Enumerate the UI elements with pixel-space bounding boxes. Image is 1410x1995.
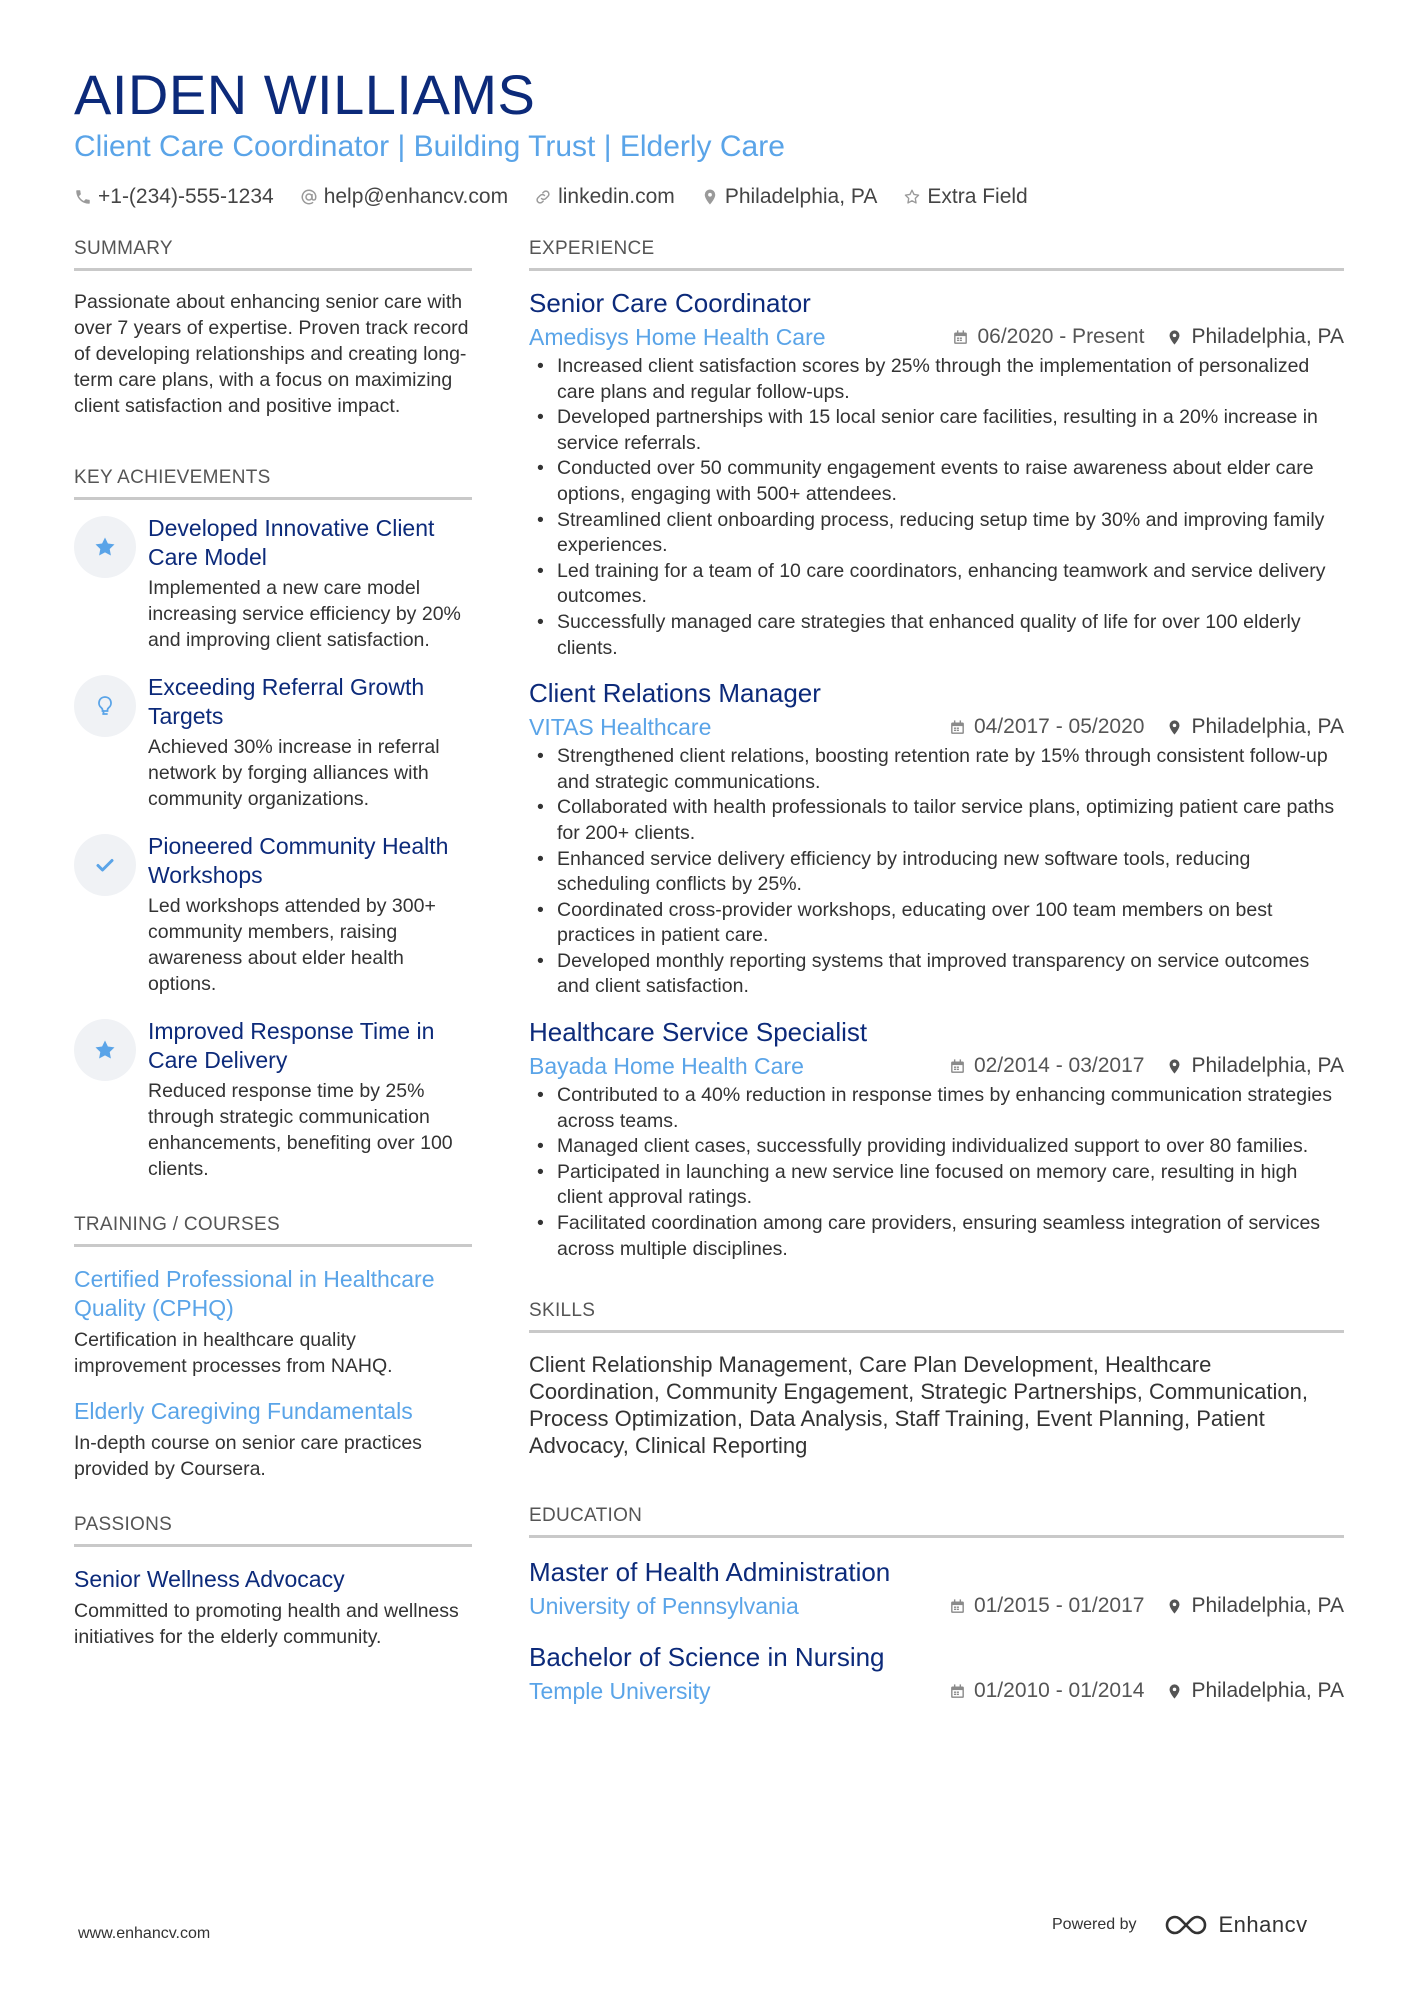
achievements-heading: KEY ACHIEVEMENTS [74,465,472,500]
education-date-text: 01/2010 - 01/2014 [973,1679,1145,1703]
education-location [1166,1594,1344,1618]
right-column [529,236,1344,1722]
education-details [927,1679,1344,1703]
job-company: VITAS Healthcare [529,713,712,740]
education-details [927,1594,1344,1618]
star-icon [93,1038,117,1062]
education-section [529,1503,1344,1706]
job-bullet: • Developed monthly reporting systems that improved transparency on service outcomes and client satisfaction. [529,949,1344,1000]
enhancv-logo-icon [1163,1912,1209,1938]
job-bullets [529,744,1344,1000]
job-entry [529,287,1344,661]
star-icon [93,535,117,559]
job-bullet: • Coordinated cross-provider workshops, educating over 100 team members on best practices in patient care. [529,898,1344,949]
education-degree: Master of Health Administration [529,1557,891,1588]
job-location-text: Philadelphia, PA [1191,325,1344,348]
calendar-icon [949,1058,966,1075]
summary-text: Passionate about enhancing senior care with over 7 years of expertise. Proven track record of developing relationships and creating long-term care plans, with a focus on maximizing client satisfaction and positive impact. [74,291,469,417]
education-date-text: 01/2015 - 01/2017 [973,1594,1145,1618]
powered-by-text: Powered by [1052,1916,1137,1933]
job-date-text: 04/2017 - 05/2020 [973,715,1145,739]
job-bullet: • Enhanced service delivery efficiency by introducing new software tools, reducing scheduling conflicts by 25%. [529,847,1344,898]
achievement-title: Improved Response Time in Care Delivery [148,1018,435,1073]
passions-section [74,1512,472,1650]
course-title: Elderly Caregiving Fundamentals [74,1398,413,1424]
achievement-title: Developed Innovative Client Care Model [148,515,435,570]
contact-bar [74,182,1344,212]
achievement-desc: Reduced response time by 25% through strategic communication enhancements, benefiting over 100 clients. [148,1080,453,1180]
education-meta [529,1591,1344,1621]
location-text: Philadelphia, PA [724,185,878,208]
at-icon [300,188,318,206]
passions-heading: PASSIONS [74,1512,472,1547]
location-pin-icon [1166,1598,1183,1615]
achievement-title: Pioneered Community Health Workshops [148,833,449,888]
phone-icon [74,188,92,206]
education-dates [949,1594,1144,1618]
calendar-icon [949,719,966,736]
course-item [74,1397,472,1482]
job-location [1166,715,1344,739]
job-bullet: • Conducted over 50 community engagement events to raise awareness about elder care options, engaging with 500+ attendees. [529,456,1344,507]
extra-text: Extra Field [927,185,1028,208]
contact-linkedin[interactable] [534,185,675,209]
contact-email[interactable] [300,185,508,209]
job-role: Client Relations Manager [529,678,821,709]
link-icon [534,188,552,206]
job-bullet: • Developed partnerships with 15 local senior care facilities, resulting in a 20% increase in service referrals. [529,405,1344,456]
achievement-desc: Led workshops attended by 300+ community members, raising awareness about elder health options. [148,895,436,995]
contact-extra [903,185,1027,209]
experience-heading: EXPERIENCE [529,236,1344,271]
job-meta [529,712,1344,742]
skills-section [529,1298,1344,1459]
location-pin-icon [701,188,719,206]
job-details [927,1054,1344,1078]
passion-title: Senior Wellness Advocacy [74,1566,345,1592]
achievement-body [148,832,472,997]
job-details [930,325,1344,349]
course-desc: Certification in healthcare quality improvement processes from NAHQ. [74,1329,393,1377]
location-pin-icon [1166,329,1183,346]
checkmark-icon [93,853,117,877]
achievements-section [74,465,472,1182]
job-company: Amedisys Home Health Care [529,323,826,350]
education-entry [529,1641,1344,1706]
job-entry [529,677,1344,1000]
skills-heading: SKILLS [529,1298,1344,1333]
education-meta [529,1676,1344,1706]
job-bullet: • Successfully managed care strategies that enhanced quality of life for over 100 elderly clients. [529,610,1344,661]
job-bullets [529,354,1344,661]
course-desc: In-depth course on senior care practices provided by Coursera. [74,1432,422,1480]
job-bullet: • Led training for a team of 10 care coordinators, enhancing teamwork and service delivery outcomes. [529,559,1344,610]
contact-location [701,185,878,209]
training-section [74,1212,472,1482]
job-bullets [529,1083,1344,1262]
job-location [1166,325,1344,349]
experience-section [529,236,1344,1262]
brand-name: Enhancv [1218,1912,1308,1937]
footer-branding [1052,1912,1308,1938]
achievement-item [74,1017,472,1182]
job-bullet: • Managed client cases, successfully providing individualized support to over 80 families. [529,1134,1344,1160]
phone-text: +1-(234)-555-1234 [98,185,274,208]
job-meta [529,322,1344,352]
achievement-icon-wrap [74,516,136,578]
job-bullet: • Increased client satisfaction scores by 25% through the implementation of personalized care plans and regular follow-ups. [529,354,1344,405]
job-date-text: 02/2014 - 03/2017 [973,1054,1145,1078]
job-bullet: • Collaborated with health professionals to tailor service plans, optimizing patient care paths for 200+ clients. [529,795,1344,846]
achievement-body [148,514,472,653]
brand-logo[interactable] [1163,1912,1308,1938]
job-dates [952,325,1144,349]
job-bullet: • Streamlined client onboarding process, reducing setup time by 30% and improving family experiences. [529,508,1344,559]
footer-website[interactable]: www.enhancv.com [78,1925,211,1942]
candidate-name: AIDEN WILLIAMS [74,63,536,126]
passion-desc: Committed to promoting health and wellness initiatives for the elderly community. [74,1600,459,1648]
star-outline-icon [903,188,921,206]
location-pin-icon [1166,719,1183,736]
education-entry [529,1556,1344,1621]
education-location-text: Philadelphia, PA [1191,1594,1344,1618]
job-location [1166,1054,1344,1078]
skills-text: Client Relationship Management, Care Plan Development, Healthcare Coordination, Community Engagement, Strategic Partnerships, Communication, Process Optimization, Data Analysis, Staff Training, Event Planning, Patient Advocacy, Clinical Reporting [529,1352,1308,1459]
contact-phone [74,185,274,209]
education-school: Temple University [529,1677,711,1704]
job-details [927,715,1344,739]
candidate-title: Client Care Coordinator | Building Trust | Elderly Care [74,130,785,163]
education-heading: EDUCATION [529,1503,1344,1538]
job-bullet: • Contributed to a 40% reduction in response times by enhancing communication strategies across teams. [529,1083,1344,1134]
achievement-title: Exceeding Referral Growth Targets [148,674,425,729]
calendar-icon [949,1598,966,1615]
resume-header [74,62,1344,212]
job-meta [529,1051,1344,1081]
job-dates [949,715,1144,739]
achievement-body [148,673,472,812]
job-bullet: • Strengthened client relations, boosting retention rate by 15% through consistent follow-up and strategic communications. [529,744,1344,795]
achievement-icon-wrap [74,834,136,896]
passion-item [74,1565,472,1650]
calendar-icon [952,329,969,346]
achievement-item [74,514,472,653]
achievement-icon-wrap [74,675,136,737]
education-dates [949,1679,1144,1703]
job-date-text: 06/2020 - Present [977,325,1145,348]
achievement-item [74,673,472,812]
achievement-desc: Implemented a new care model increasing service efficiency by 20% and improving client satisfaction. [148,577,461,651]
achievement-body [148,1017,472,1182]
education-school: University of Pennsylvania [529,1592,799,1619]
job-bullet: • Participated in launching a new service line focused on memory care, resulting in high client approval ratings. [529,1160,1344,1211]
location-pin-icon [1166,1058,1183,1075]
job-dates [949,1054,1144,1078]
education-location [1166,1679,1344,1703]
education-location-text: Philadelphia, PA [1191,1679,1344,1703]
left-column [74,236,472,1650]
job-company: Bayada Home Health Care [529,1052,804,1079]
summary-heading: SUMMARY [74,236,472,271]
education-degree: Bachelor of Science in Nursing [529,1642,885,1673]
achievement-icon-wrap [74,1019,136,1081]
location-pin-icon [1166,1683,1183,1700]
course-item [74,1265,472,1379]
achievement-item [74,832,472,997]
calendar-icon [949,1683,966,1700]
linkedin-text[interactable]: linkedin.com [558,185,675,208]
job-bullet: • Facilitated coordination among care providers, ensuring seamless integration of services across multiple disciplines. [529,1211,1344,1262]
job-role: Senior Care Coordinator [529,288,811,318]
job-entry [529,1016,1344,1262]
lightbulb-icon [93,694,117,718]
job-role: Healthcare Service Specialist [529,1017,868,1048]
training-heading: TRAINING / COURSES [74,1212,472,1247]
job-location-text: Philadelphia, PA [1191,715,1344,739]
email-text[interactable]: help@enhancv.com [323,185,509,208]
job-location-text: Philadelphia, PA [1191,1054,1344,1078]
course-title: Certified Professional in Healthcare Quality (CPHQ) [74,1266,435,1321]
summary-section [74,236,472,419]
achievement-desc: Achieved 30% increase in referral network by forging alliances with community organizations. [148,736,440,810]
